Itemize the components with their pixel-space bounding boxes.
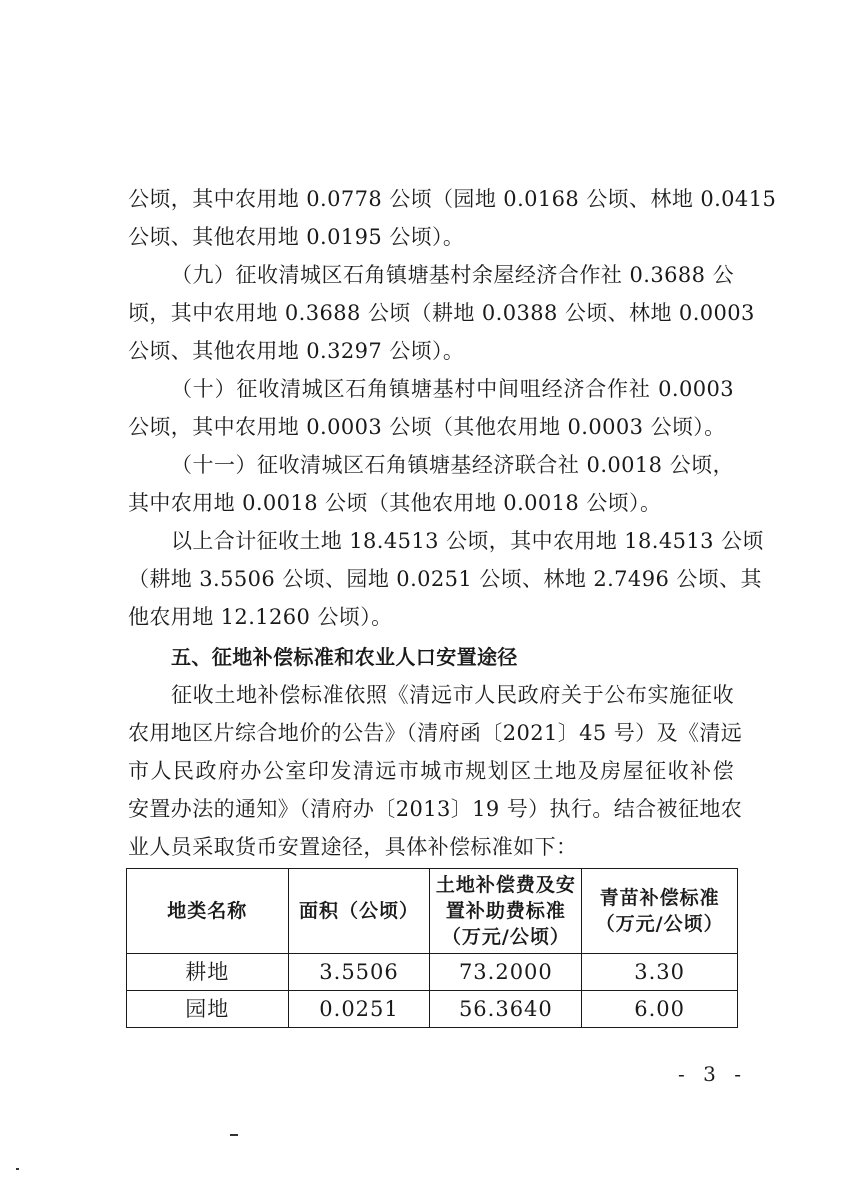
header-land-type: 地类名称 [127, 869, 289, 954]
text-line: （九）征收清城区石角镇塘基村余屋经济合作社 0.3688 公 [171, 263, 734, 287]
text-line: 以上合计征收土地 18.4513 公顷，其中农用地 18.4513 公顷 [171, 529, 764, 553]
text-line: 公顷，其中农用地 0.0003 公顷（其他农用地 0.0003 公顷）。 [128, 415, 726, 439]
table-cell: 56.3640 [430, 991, 582, 1028]
table-cell: 73.2000 [430, 954, 582, 991]
table-cell: 园地 [127, 991, 289, 1028]
text-line: 公顷、其他农用地 0.3297 公顷）。 [128, 339, 465, 363]
text-line: 他农用地 12.1260 公顷）。 [128, 605, 393, 629]
table-cell: 3.5506 [288, 954, 430, 991]
header-crop-compensation: 青苗补偿标准（万元/公顷） [582, 869, 738, 954]
text-line: （十）征收清城区石角镇塘基村中间咀经济合作社 0.0003 [171, 377, 734, 401]
text-line: 征收土地补偿标准依照《清远市人民政府关于公布实施征收 [171, 683, 734, 707]
text-line: 公顷、其他农用地 0.0195 公顷）。 [128, 225, 465, 249]
text-line: 其中农用地 0.0018 公顷（其他农用地 0.0018 公顷）。 [128, 491, 662, 515]
text-line: 公顷，其中农用地 0.0778 公顷（园地 0.0168 公顷、林地 0.0415 [128, 187, 777, 211]
table-header-row [127, 869, 738, 954]
text-line: 农用地区片综合地价的公告》（清府函〔2021〕45 号）及《清远 [128, 721, 743, 745]
table-cell: 3.30 [582, 954, 738, 991]
table-cell: 6.00 [582, 991, 738, 1028]
text-line: 市人民政府办公室印发清远市城市规划区土地及房屋征收补偿 [128, 759, 734, 783]
header-area: 面积（公顷） [288, 869, 430, 954]
table-row [127, 954, 738, 991]
section-heading: 五、征地补偿标准和农业人口安置途径 [171, 645, 518, 669]
scan-speck [230, 1134, 238, 1136]
text-line: 顷，其中农用地 0.3688 公顷（耕地 0.0388 公顷、林地 0.0003 [128, 301, 755, 325]
text-line: （十一）征收清城区石角镇塘基经济联合社 0.0018 公顷， [171, 453, 734, 477]
text-line: 业人员采取货币安置途径，具体补偿标准如下： [128, 835, 578, 859]
text-line: （耕地 3.5506 公顷、园地 0.0251 公顷、林地 2.7496 公顷、其 [128, 567, 762, 591]
page-number: - 3 - [678, 1062, 747, 1086]
table-row [127, 991, 738, 1028]
table-cell: 耕地 [127, 954, 289, 991]
text-line: 安置办法的通知》（清府办〔2013〕19 号）执行。结合被征地农 [128, 797, 743, 821]
table-cell: 0.0251 [288, 991, 430, 1028]
compensation-table [126, 868, 738, 1028]
header-land-compensation: 土地补偿费及安置补助费标准（万元/公顷） [430, 869, 582, 954]
scan-speck [16, 1168, 19, 1170]
